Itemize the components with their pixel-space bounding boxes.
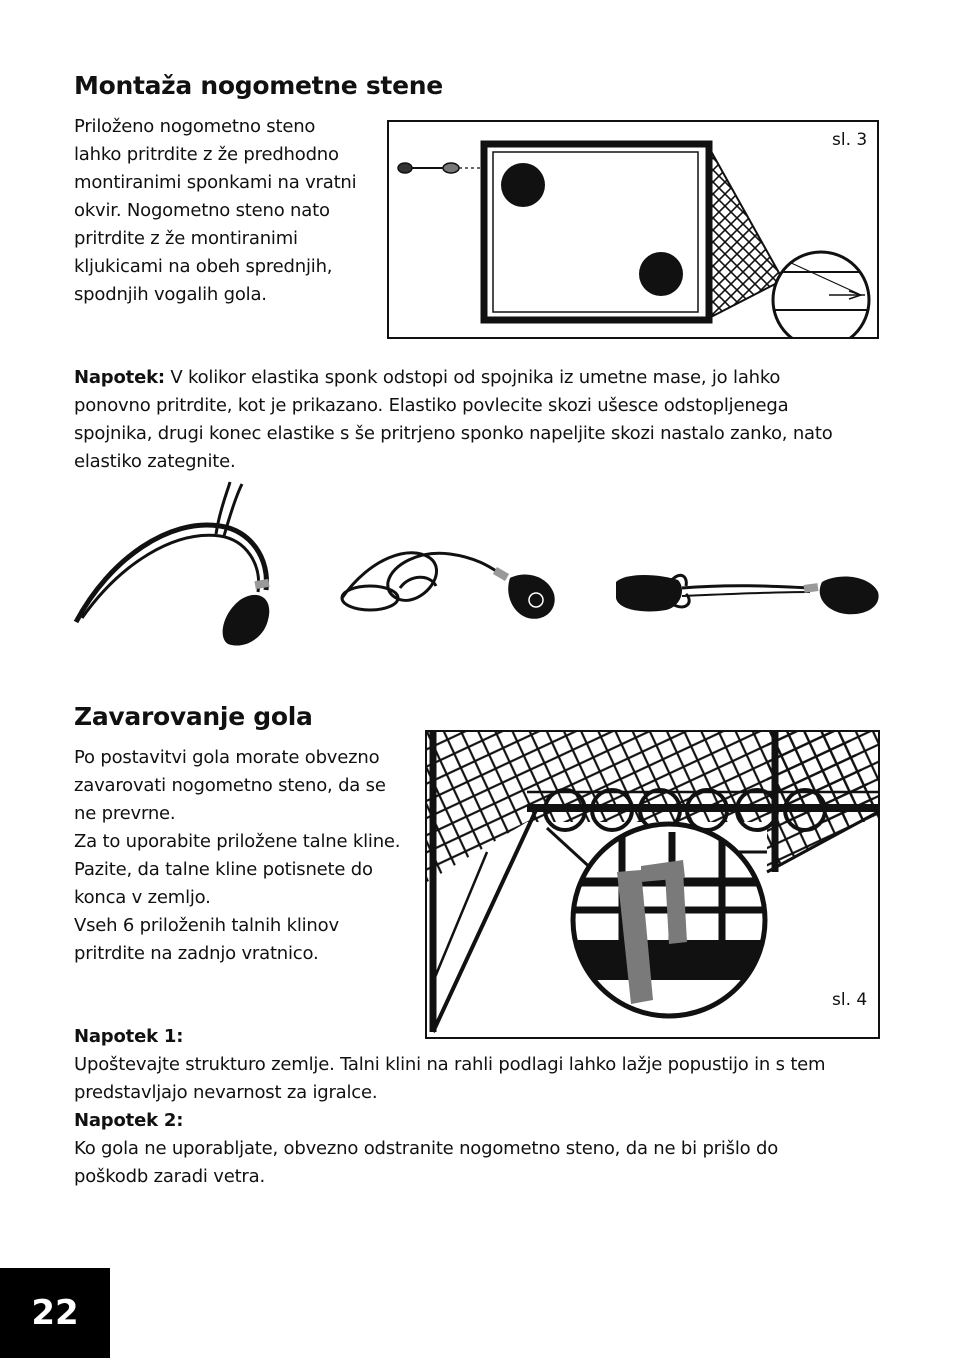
text-line: poškodb zaradi vetra. xyxy=(74,1166,265,1187)
text-line: kljukicami na obeh sprednjih, xyxy=(74,256,333,277)
figure-4-label: sl. 4 xyxy=(832,990,868,1010)
ground-peg-illustration xyxy=(427,732,878,1037)
note-2 xyxy=(74,1107,894,1191)
text-line: Pazite, da talne kline potisnete do xyxy=(74,859,373,880)
text-line: pritrdite na zadnjo vratnico. xyxy=(74,943,319,964)
tip-label: Napotek: xyxy=(74,367,165,388)
text-line xyxy=(74,364,894,392)
text-line: Vseh 6 priloženih talnih klinov xyxy=(74,915,339,936)
text-line: pritrdite z že montiranimi xyxy=(74,228,298,249)
page-number: 22 xyxy=(0,1268,110,1358)
text-line: spodnjih vogalih gola. xyxy=(74,284,267,305)
text-line: Priloženo nogometno steno xyxy=(74,116,316,137)
note-1-label: Napotek 1: xyxy=(74,1026,184,1047)
text-line: spojnika, drugi konec elastike s še pritrjeno sponko napeljite skozi nastalo zanko, nato xyxy=(74,423,833,444)
clip-icon xyxy=(398,163,412,173)
goal-wall-illustration xyxy=(389,122,877,337)
text-line: predstavljajo nevarnost za igralce. xyxy=(74,1082,378,1103)
section-heading-wall-assembly: Montaža nogometne stene xyxy=(74,71,443,100)
elastic-step-1-icon xyxy=(76,482,270,646)
figure-3-label: sl. 3 xyxy=(832,130,868,150)
wall-hole-icon xyxy=(501,163,545,207)
text-line: Za to uporabite priložene talne kline. xyxy=(74,831,401,852)
figure-4-ground-pegs xyxy=(425,730,880,1039)
text-line: okvir. Nogometno steno nato xyxy=(74,200,330,221)
text-line: zavarovati nogometno steno, da se xyxy=(74,775,386,796)
text-line: elastiko zategnite. xyxy=(74,451,236,472)
note-1 xyxy=(74,1023,894,1107)
elastic-step-3-icon xyxy=(616,575,879,614)
tip-text: V kolikor elastika sponk odstopi od spojnika iz umetne mase, jo lahko xyxy=(164,367,781,388)
text-line: montiranimi sponkami na vratni xyxy=(74,172,357,193)
figure-3-goal-wall xyxy=(387,120,879,339)
section-heading-securing-goal: Zavarovanje gola xyxy=(74,702,313,731)
tip-paragraph xyxy=(74,364,894,476)
wall-assembly-text xyxy=(74,113,374,309)
text-line: konca v zemljo. xyxy=(74,887,211,908)
elastic-step-2-icon xyxy=(342,553,555,619)
text-line: lahko pritrdite z že predhodno xyxy=(74,144,339,165)
note-2-label: Napotek 2: xyxy=(74,1110,184,1131)
wall-hole-icon xyxy=(639,252,683,296)
securing-goal-text xyxy=(74,744,419,968)
text-line: Po postavitvi gola morate obvezno xyxy=(74,747,380,768)
elastic-reattach-illustrations xyxy=(70,478,890,658)
text-line: ponovno pritrdite, kot je prikazano. Elastiko povlecite skozi ušesce odstopljenega xyxy=(74,395,789,416)
text-line: Upoštevajte strukturo zemlje. Talni klini na rahli podlagi lahko lažje popustijo in s tem xyxy=(74,1054,826,1075)
text-line: ne prevrne. xyxy=(74,803,176,824)
text-line: Ko gola ne uporabljate, obvezno odstranite nogometno steno, da ne bi prišlo do xyxy=(74,1138,779,1159)
